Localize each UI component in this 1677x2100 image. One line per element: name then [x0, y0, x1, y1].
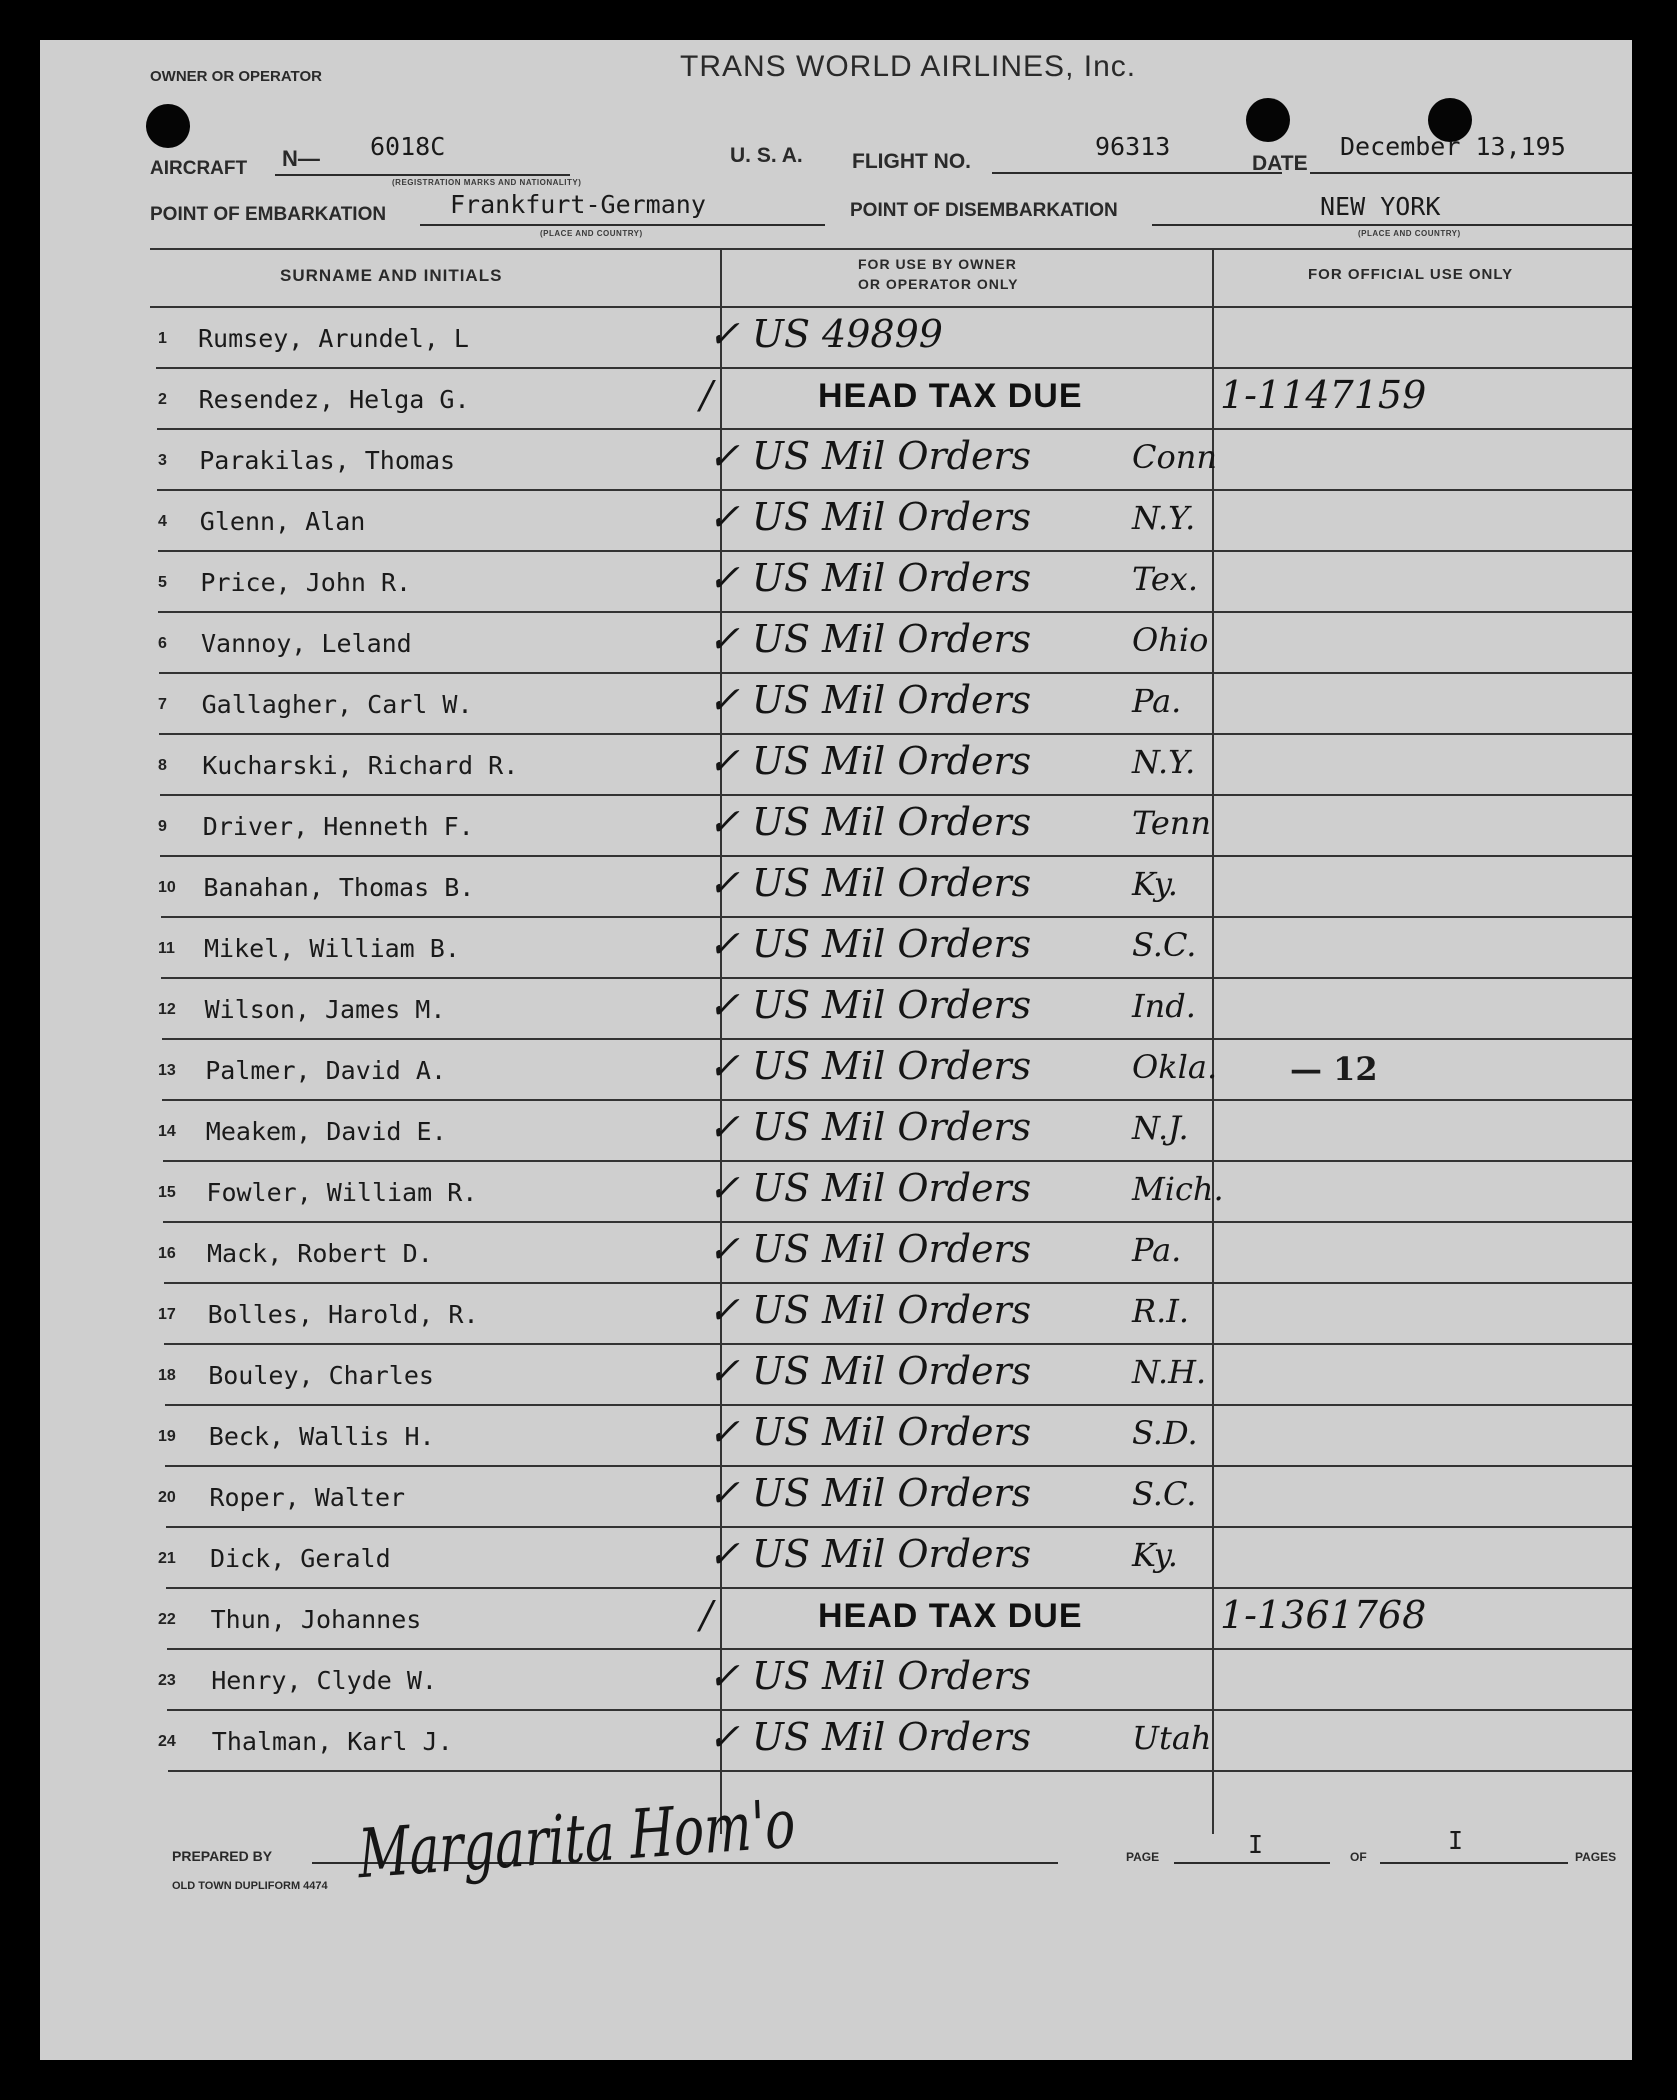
- row-number: 22: [158, 1611, 176, 1628]
- of-label: OF: [1350, 1850, 1367, 1864]
- passenger-name: Beck, Wallis H.: [208, 1422, 435, 1451]
- owner-note: ✓ US Mil Orders: [708, 434, 1032, 478]
- owner-note: ✓ US Mil Orders: [708, 1105, 1032, 1149]
- official-entry: 1-1361768: [1220, 1593, 1427, 1637]
- passenger-name: Fowler, William R.: [206, 1178, 478, 1207]
- passenger-row: [40, 1650, 1632, 1711]
- official-use-column-header: FOR OFFICIAL USE ONLY: [1308, 266, 1514, 283]
- official-entry: 1-1147159: [1220, 373, 1427, 417]
- passenger-row: [40, 1223, 1632, 1284]
- home-state: Ky.: [1132, 865, 1178, 903]
- passenger-name: Rumsey, Arundel, L: [198, 324, 469, 353]
- owner-note: ✓ US Mil Orders: [708, 1471, 1032, 1515]
- passenger-row: [40, 735, 1632, 796]
- owner-operator-label: OWNER OR OPERATOR: [150, 68, 322, 85]
- row-number: 2: [158, 391, 167, 408]
- passenger-name: Banahan, Thomas B.: [203, 873, 475, 902]
- owner-note: HEAD TAX DUE: [818, 377, 1083, 415]
- row-number: 3: [158, 452, 167, 469]
- home-state: Okla.: [1132, 1048, 1218, 1086]
- passenger-row: [40, 1589, 1632, 1650]
- airline-name: TRANS WORLD AIRLINES, Inc.: [680, 50, 1137, 83]
- owner-note: ✓ US Mil Orders: [708, 1227, 1032, 1271]
- home-state: R.I.: [1132, 1292, 1190, 1330]
- passenger-name: Price, John R.: [200, 568, 412, 597]
- date-label: DATE: [1252, 152, 1308, 175]
- page-number: I: [1248, 1830, 1264, 1859]
- pages-label: PAGES: [1575, 1850, 1617, 1864]
- row-number: 16: [158, 1245, 176, 1262]
- home-state: Ohio: [1132, 621, 1209, 659]
- row-number: 20: [158, 1489, 176, 1506]
- home-state: Tenn: [1132, 804, 1212, 842]
- home-state: Ky.: [1132, 1536, 1178, 1574]
- passenger-name: Kucharski, Richard R.: [202, 751, 519, 780]
- passenger-name: Thun, Johannes: [210, 1605, 422, 1634]
- owner-note: ✓ US Mil Orders: [708, 739, 1032, 783]
- passenger-row: [40, 430, 1632, 491]
- page-total: I: [1448, 1826, 1464, 1855]
- passenger-name: Resendez, Helga G.: [198, 385, 470, 414]
- owner-note: ✓ US 49899: [708, 312, 943, 356]
- row-number: 10: [158, 879, 176, 896]
- row-number: 4: [158, 513, 167, 530]
- owner-note: ✓ US Mil Orders: [708, 1654, 1032, 1698]
- row-number: 19: [158, 1428, 176, 1445]
- preparer-signature: Margarita Hom'o: [356, 1784, 797, 1894]
- row-number: 1: [158, 330, 167, 347]
- owner-note: ✓ US Mil Orders: [708, 617, 1032, 661]
- passenger-row: [40, 1528, 1632, 1589]
- row-number: 12: [158, 1001, 176, 1018]
- aircraft-label: AIRCRAFT: [150, 158, 248, 179]
- passenger-name: Palmer, David A.: [205, 1056, 447, 1085]
- home-state: N.Y.: [1132, 499, 1196, 537]
- passenger-row: [40, 918, 1632, 979]
- owner-note: ✓ US Mil Orders: [708, 800, 1032, 844]
- passenger-row: [40, 1040, 1632, 1101]
- passenger-name: Mikel, William B.: [204, 934, 460, 963]
- owner-note: ✓ US Mil Orders: [708, 1532, 1032, 1576]
- flight-number: 96313: [1095, 132, 1171, 161]
- owner-use-column-header-2: OR OPERATOR ONLY: [858, 276, 1019, 292]
- row-number: 7: [158, 696, 167, 713]
- row-number: 14: [158, 1123, 176, 1140]
- punch-hole-left: [146, 104, 190, 148]
- passenger-row: [40, 613, 1632, 674]
- passenger-row: [40, 674, 1632, 735]
- owner-note: ✓ US Mil Orders: [708, 1410, 1032, 1454]
- home-state: S.C.: [1132, 926, 1197, 964]
- owner-note: ✓ US Mil Orders: [708, 678, 1032, 722]
- passenger-row: [40, 1406, 1632, 1467]
- row-number: 6: [158, 635, 167, 652]
- home-state: Utah: [1132, 1719, 1212, 1757]
- owner-note: ✓ US Mil Orders: [708, 1288, 1032, 1332]
- aircraft-registration: 6018C: [370, 132, 446, 161]
- owner-note: ✓ US Mil Orders: [708, 983, 1032, 1027]
- passenger-name: Driver, Henneth F.: [202, 812, 474, 841]
- passenger-name: Glenn, Alan: [199, 507, 366, 536]
- row-number: 15: [158, 1184, 176, 1201]
- passenger-name: Bouley, Charles: [208, 1361, 434, 1390]
- owner-note: ✓ US Mil Orders: [708, 1044, 1032, 1088]
- disembarkation-caption: (PLACE AND COUNTRY): [1358, 229, 1461, 238]
- disembarkation-label: POINT OF DISEMBARKATION: [850, 200, 1118, 221]
- prepared-by-label: PREPARED BY: [172, 1848, 273, 1864]
- passenger-row: [40, 1101, 1632, 1162]
- disembarkation-place: NEW YORK: [1320, 192, 1441, 221]
- surname-column-header: SURNAME AND INITIALS: [280, 266, 503, 285]
- home-state: N.Y.: [1132, 743, 1196, 781]
- passenger-name: Mack, Robert D.: [207, 1239, 433, 1268]
- passenger-row: [40, 552, 1632, 613]
- row-number: 17: [158, 1306, 176, 1323]
- passenger-row: [40, 308, 1632, 369]
- passenger-row: [40, 491, 1632, 552]
- passenger-name: Meakem, David E.: [205, 1117, 447, 1146]
- row-number: 8: [158, 757, 167, 774]
- passenger-row: [40, 796, 1632, 857]
- home-state: Pa.: [1132, 1231, 1182, 1269]
- passenger-row: [40, 369, 1632, 430]
- home-state: N.J.: [1132, 1109, 1189, 1147]
- passenger-name: Dick, Gerald: [210, 1544, 391, 1573]
- owner-note: HEAD TAX DUE: [818, 1597, 1083, 1635]
- passenger-name: Parakilas, Thomas: [199, 446, 456, 475]
- row-number: 13: [158, 1062, 176, 1079]
- home-state: Ind.: [1132, 987, 1196, 1025]
- owner-note: ✓ US Mil Orders: [708, 1349, 1032, 1393]
- passenger-row: [40, 1345, 1632, 1406]
- passenger-name: Henry, Clyde W.: [211, 1666, 437, 1695]
- owner-note: ✓ US Mil Orders: [708, 861, 1032, 905]
- row-number: 21: [158, 1550, 176, 1567]
- row-number: 23: [158, 1672, 176, 1689]
- passenger-name: Gallagher, Carl W.: [201, 690, 473, 719]
- owner-use-column-header-1: FOR USE BY OWNER: [858, 256, 1017, 272]
- check-mark-icon: /: [700, 373, 713, 417]
- owner-note: ✓ US Mil Orders: [708, 1715, 1032, 1759]
- home-state: Conn: [1132, 438, 1217, 476]
- passenger-row: [40, 979, 1632, 1040]
- row-number: 9: [158, 818, 167, 835]
- row-number: 11: [158, 940, 175, 957]
- usa-label: U. S. A.: [730, 144, 803, 167]
- passenger-name: Thalman, Karl J.: [211, 1727, 453, 1756]
- passenger-row: [40, 1284, 1632, 1345]
- owner-note: ✓ US Mil Orders: [708, 556, 1032, 600]
- owner-note: ✓ US Mil Orders: [708, 1166, 1032, 1210]
- home-state: Mich.: [1132, 1170, 1224, 1208]
- form-number: OLD TOWN DUPLIFORM 4474: [172, 1880, 328, 1892]
- passenger-row: [40, 1162, 1632, 1223]
- check-mark-icon: /: [700, 1593, 713, 1637]
- embarkation-caption: (PLACE AND COUNTRY): [540, 229, 643, 238]
- row-number: 18: [158, 1367, 176, 1384]
- owner-note: ✓ US Mil Orders: [708, 922, 1032, 966]
- manifest-page: [40, 40, 1632, 2060]
- home-state: Tex.: [1132, 560, 1199, 598]
- aircraft-prefix: N—: [282, 146, 320, 171]
- row-number: 24: [158, 1733, 176, 1750]
- punch-hole-center: [1246, 98, 1290, 142]
- owner-note: ✓ US Mil Orders: [708, 495, 1032, 539]
- registration-caption: (REGISTRATION MARKS AND NATIONALITY): [392, 178, 582, 187]
- page-label: PAGE: [1126, 1850, 1160, 1864]
- home-state: S.C.: [1132, 1475, 1197, 1513]
- home-state: N.H.: [1132, 1353, 1207, 1391]
- passenger-row: [40, 1467, 1632, 1528]
- passenger-name: Vannoy, Leland: [201, 629, 412, 658]
- passenger-row: [40, 1711, 1632, 1772]
- flight-no-label: FLIGHT NO.: [852, 150, 971, 173]
- passenger-name: Roper, Walter: [209, 1483, 406, 1512]
- row-number: 5: [158, 574, 167, 591]
- home-state: Pa.: [1132, 682, 1182, 720]
- embarkation-place: Frankfurt-Germany: [450, 190, 706, 219]
- home-state: S.D.: [1132, 1414, 1198, 1452]
- embarkation-label: POINT OF EMBARKATION: [150, 204, 387, 225]
- passenger-row: [40, 857, 1632, 918]
- passenger-name: Wilson, James M.: [204, 995, 446, 1024]
- flight-date: December 13,195: [1340, 132, 1566, 161]
- official-entry: — 12: [1290, 1050, 1378, 1088]
- passenger-name: Bolles, Harold, R.: [207, 1300, 479, 1329]
